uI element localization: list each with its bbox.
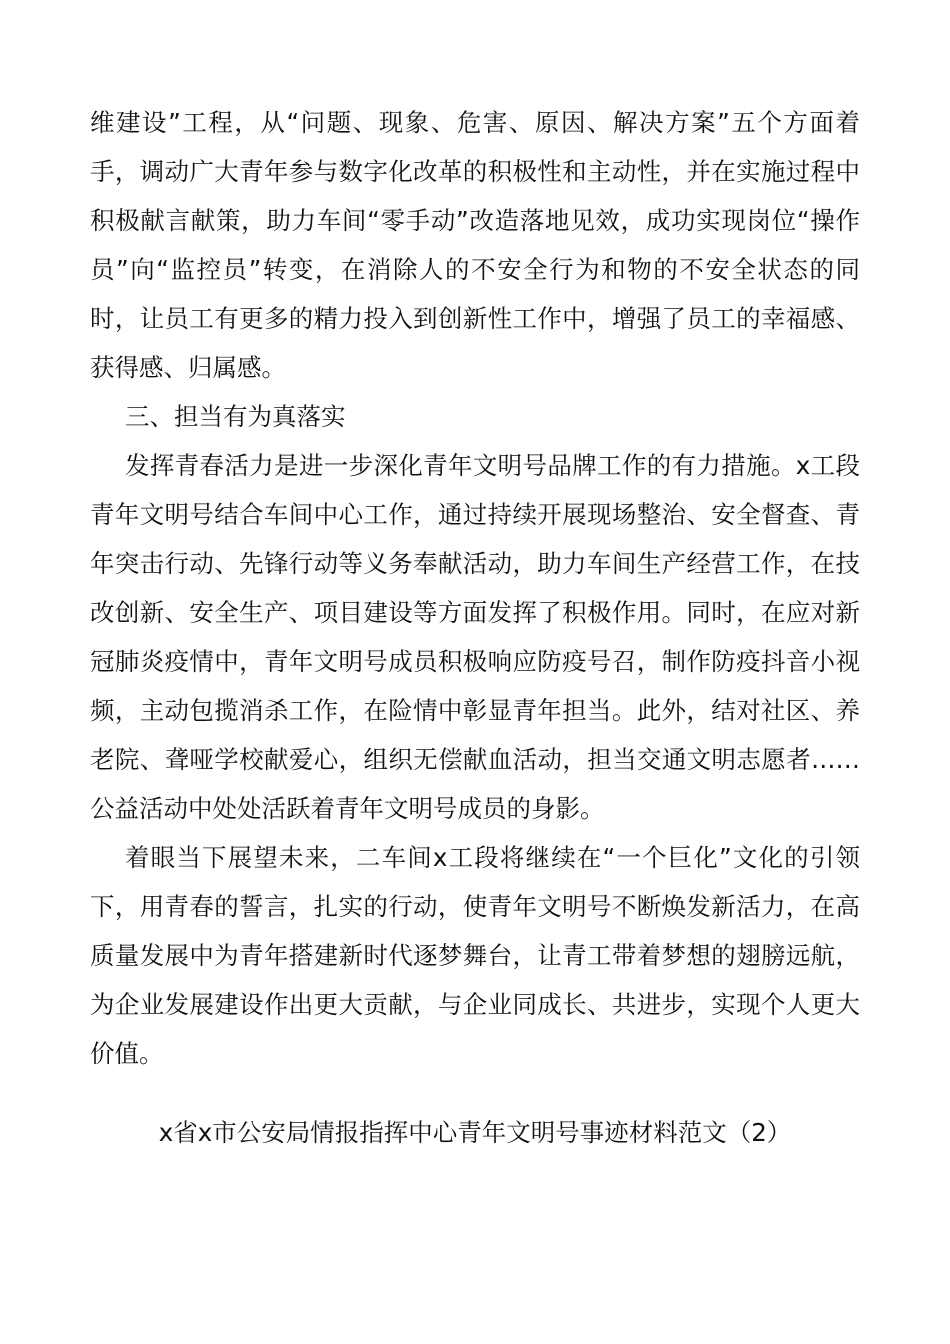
document-body (90, 98, 860, 1078)
paragraph-continuation: 维建设”工程，从“问题、现象、危害、原因、解决方案”五个方面着手，调动广大青年参与数字化改革的积极性和主动性，并在实施过程中积极献言献策，助力车间“零手动”改造落地见效，成功实现岗位“操作员”向“监控员”转变，在消除人的不安全行为和物的不安全状态的同时，让员工有更多的精力投入到创新性工作中，增强了员工的幸福感、获得感、归属感。 (90, 108, 860, 382)
next-document-title: x省x市公安局情报指挥中心青年文明号事迹材料范文（2） (158, 1118, 792, 1147)
paragraph-body: 发挥青春活力是进一步深化青年文明号品牌工作的有力措施。x工段青年文明号结合车间中心工作，通过持续开展现场整治、安全督查、青年突击行动、先锋行动等义务奉献活动，助力车间生产经营工作，在技改创新、安全生产、项目建设等方面发挥了积极作用。同时，在应对新冠肺炎疫情中，青年文明号成员积极响应防疫号召，制作防疫抖音小视频，主动包揽消杀工作，在险情中彰显青年担当。此外，结对社区、养老院、聋哑学校献爱心，组织无偿献血活动，担当交通文明志愿者……公益活动中处处活跃着青年文明号成员的身影。 (90, 451, 860, 823)
section-heading: 三、担当有为真落实 (125, 402, 346, 431)
paragraph-body: 着眼当下展望未来，二车间x工段将继续在“一个巨化”文化的引领下，用青春的誓言，扎实的行动，使青年文明号不断焕发新活力，在高质量发展中为青年搭建新时代逐梦舞台，让青工带着梦想的翅膀远航，为企业发展建设作出更大贡献，与企业同成长、共进步，实现个人更大价值。 (90, 843, 860, 1068)
